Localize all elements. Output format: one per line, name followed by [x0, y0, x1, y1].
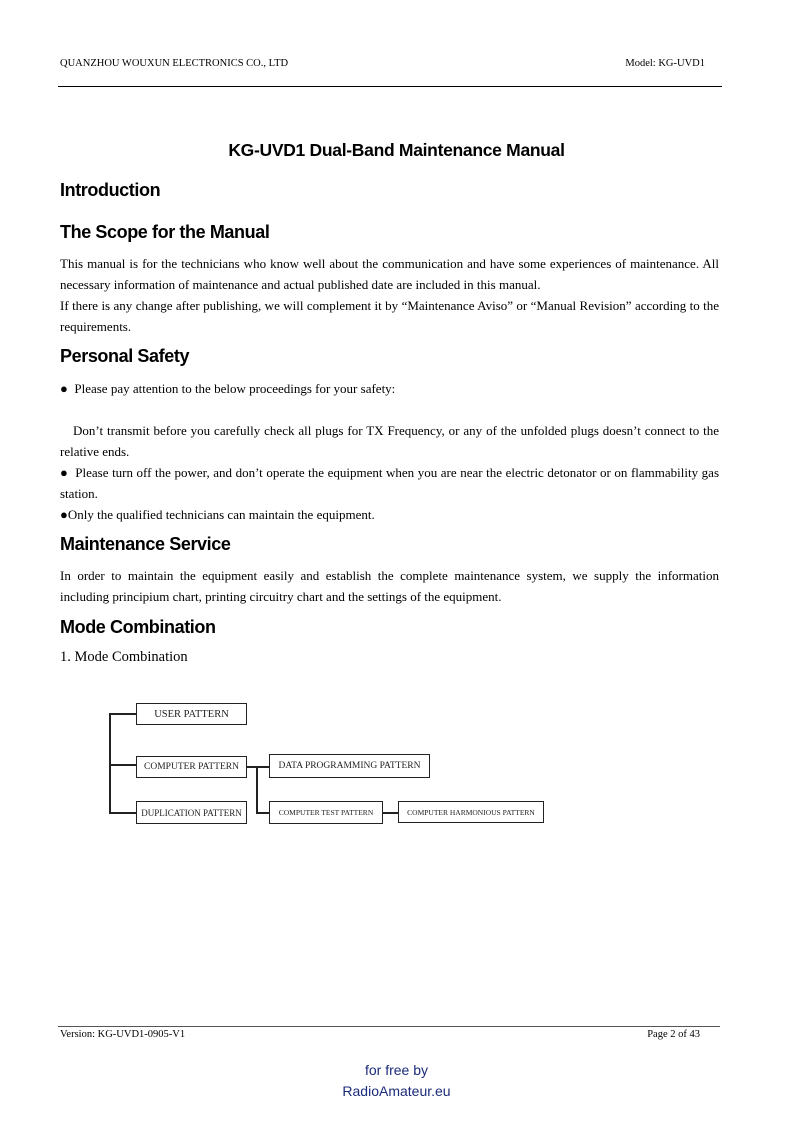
safety-list: [60, 378, 719, 525]
bullet-icon: ●: [60, 381, 68, 396]
connector-line: [256, 766, 258, 813]
bullet-icon: ●: [60, 465, 69, 480]
heading-safety: Personal Safety: [60, 346, 190, 366]
header-divider: [58, 86, 722, 87]
box-data-programming-pattern: DATA PROGRAMMING PATTERN: [269, 754, 430, 778]
safety-item-4: ●Only the qualified technicians can maintain the equipment.: [60, 507, 375, 522]
mode-subheading: 1. Mode Combination: [60, 649, 188, 665]
footer-page-number: Page 2 of 43: [647, 1029, 700, 1040]
scope-text: [60, 253, 719, 337]
header-company: QUANZHOU WOUXUN ELECTRONICS CO., LTD: [60, 58, 289, 69]
heading-maintenance: Maintenance Service: [60, 534, 231, 554]
box-computer-harmonious-pattern: COMPUTER HARMONIOUS PATTERN: [398, 801, 544, 823]
connector-line: [109, 764, 136, 766]
connector-line: [109, 812, 136, 814]
promo-line-1: for free by: [364, 1062, 429, 1078]
heading-mode-combination: Mode Combination: [60, 617, 216, 637]
box-computer-pattern: COMPUTER PATTERN: [136, 756, 247, 778]
connector-line: [256, 812, 269, 814]
maintenance-text: In order to maintain the equipment easily and establish the complete maintenance system, we supply the information including principium chart, printing circuitry chart and the settings of the equipment.: [60, 568, 719, 604]
safety-item-1: ● Please pay attention to the below proceedings for your safety:: [60, 381, 396, 396]
connector-line: [109, 713, 136, 715]
scope-paragraph-2: If there is any change after publishing, we will complement it by “Maintenance Aviso” or “Manual Revision” according to the requirements.: [60, 298, 719, 334]
footer-version: Version: KG-UVD1-0905-V1: [60, 1029, 186, 1040]
header-model: Model: KG-UVD1: [625, 58, 705, 69]
footer-divider: [58, 1026, 720, 1027]
heading-scope: The Scope for the Manual: [60, 222, 270, 242]
connector-line: [109, 713, 111, 813]
box-computer-test-pattern: COMPUTER TEST PATTERN: [269, 801, 383, 824]
safety-item-2: Don’t transmit before you carefully check all plugs for TX Frequency, or any of the unfolded plugs doesn’t connect to the relative ends.: [60, 423, 719, 459]
bullet-icon: ●: [60, 507, 68, 522]
connector-line: [247, 766, 269, 768]
box-duplication-pattern: DUPLICATION PATTERN: [136, 801, 247, 824]
scope-paragraph-1: This manual is for the technicians who know well about the communication and have some experiences of maintenance. All necessary information of maintenance and actual published date are included in this manual.: [60, 256, 719, 292]
promo-link[interactable]: RadioAmateur.eu: [342, 1083, 451, 1099]
box-user-pattern: USER PATTERN: [136, 703, 247, 725]
heading-introduction: Introduction: [60, 180, 161, 200]
document-title: KG-UVD1 Dual-Band Maintenance Manual: [228, 140, 565, 160]
safety-item-3: ● Please turn off the power, and don’t operate the equipment when you are near the electric detonator or on flammability gas station.: [60, 465, 720, 501]
connector-line: [383, 812, 398, 814]
